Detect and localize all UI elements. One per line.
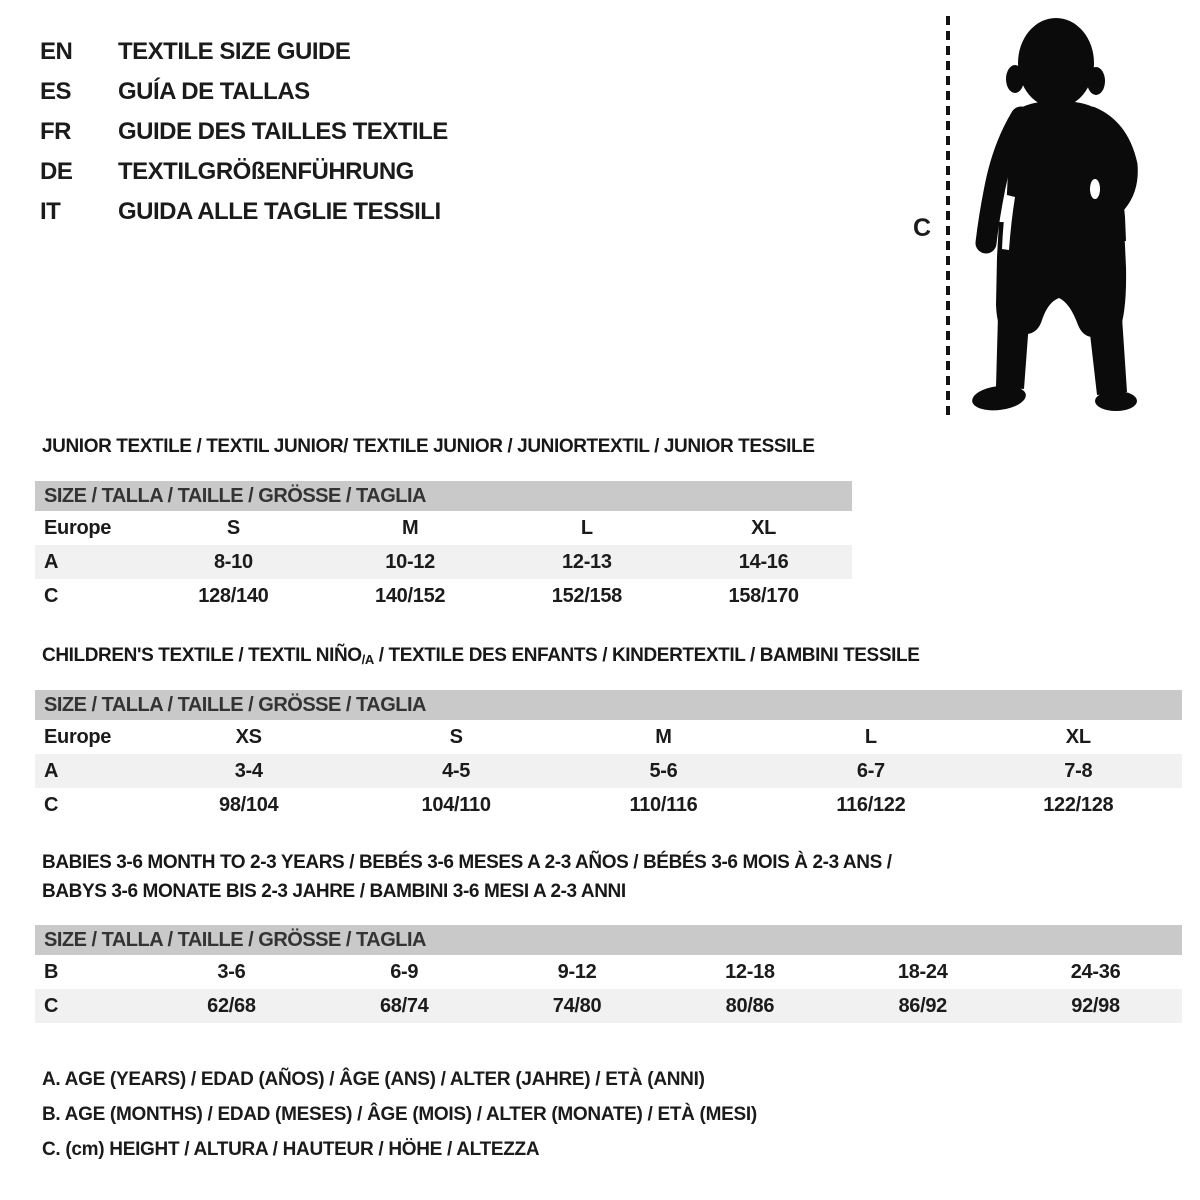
section-title-text: CHILDREN'S TEXTILE / TEXTIL NIÑO <box>42 645 362 666</box>
table-size-header: SIZE / TALLA / TAILLE / GRÖSSE / TAGLIA <box>35 925 1182 955</box>
row-label: C <box>44 994 59 1017</box>
table-cell: 18-24 <box>897 960 948 983</box>
table-cell: XL <box>751 516 777 539</box>
table-cell: 5-6 <box>649 759 678 782</box>
row-label: Europe <box>44 725 112 748</box>
table-cell: 86/92 <box>898 994 948 1017</box>
table-cell: 10-12 <box>385 550 435 573</box>
table-cell: L <box>864 725 877 748</box>
language-title: TEXTILGRÖßENFÜHRUNG <box>118 158 414 185</box>
language-header <box>40 32 448 232</box>
section-title-junior: JUNIOR TEXTILE / TEXTIL JUNIOR/ TEXTILE JUNIOR / JUNIORTEXTIL / JUNIOR TESSILE <box>42 436 815 457</box>
table-cell: 3-6 <box>217 960 246 983</box>
junior-size-table <box>35 481 852 613</box>
table-cell: 62/68 <box>207 994 256 1017</box>
table-row <box>35 579 852 613</box>
table-row <box>35 545 852 579</box>
section-title-subscript: /A <box>361 652 374 667</box>
table-cell: 122/128 <box>1043 793 1114 816</box>
table-cell: M <box>655 725 672 748</box>
row-label: B <box>44 960 59 983</box>
table-cell: 9-12 <box>557 960 597 983</box>
table-cell: M <box>401 516 419 539</box>
language-code: IT <box>40 198 61 225</box>
table-cell: 24-36 <box>1070 960 1121 983</box>
language-code: DE <box>40 158 73 185</box>
section-title-line: BABYS 3-6 MONATE BIS 2-3 JAHRE / BAMBINI 3-6 MESI A 2-3 ANNI <box>42 881 626 902</box>
language-row <box>40 72 448 112</box>
table-cell: 7-8 <box>1064 759 1093 782</box>
legend <box>42 1062 757 1167</box>
language-code: ES <box>40 78 72 105</box>
legend-item-age-years: A. AGE (YEARS) / EDAD (AÑOS) / ÂGE (ANS) / ALTER (JAHRE) / ETÀ (ANNI) <box>42 1069 705 1090</box>
language-title: GUÍA DE TALLAS <box>118 78 310 105</box>
row-label: Europe <box>44 516 112 539</box>
table-cell: 68/74 <box>379 994 429 1017</box>
row-label: C <box>44 793 59 816</box>
section-title-line: BABIES 3-6 MONTH TO 2-3 YEARS / BEBÉS 3-6 MESES A 2-3 AÑOS / BÉBÉS 3-6 MOIS À 2-3 ANS / <box>42 852 892 873</box>
table-cell: L <box>580 516 593 539</box>
height-measure-dashed-line <box>946 16 950 416</box>
table-cell: S <box>449 725 463 748</box>
table-cell: 12-18 <box>725 960 775 983</box>
language-code: EN <box>40 38 73 65</box>
language-title: GUIDA ALLE TAGLIE TESSILI <box>118 198 441 225</box>
language-row <box>40 192 448 232</box>
legend-item-age-months: B. AGE (MONTHS) / EDAD (MESES) / ÂGE (MOIS) / ALTER (MONATE) / ETÀ (MESI) <box>42 1104 757 1125</box>
table-cell: 74/80 <box>552 994 602 1017</box>
table-cell: 80/86 <box>725 994 775 1017</box>
table-row <box>35 720 1182 754</box>
table-cell: 140/152 <box>375 584 446 607</box>
language-title: GUIDE DES TAILLES TEXTILE <box>118 118 448 145</box>
section-title-text: / TEXTILE DES ENFANTS / KINDERTEXTIL / BAMBINI TESSILE <box>373 645 920 666</box>
table-row <box>35 955 1182 989</box>
table-cell: 6-7 <box>856 759 885 782</box>
table-row <box>35 754 1182 788</box>
section-title-children <box>42 645 919 667</box>
table-cell: 116/122 <box>836 793 906 816</box>
table-cell: 128/140 <box>198 584 269 607</box>
language-code: FR <box>40 118 71 145</box>
table-cell: S <box>226 516 240 539</box>
height-measure-label: C <box>913 214 932 242</box>
language-row <box>40 152 448 192</box>
row-label: A <box>44 550 59 573</box>
table-cell: 14-16 <box>738 550 789 573</box>
toddler-silhouette-icon <box>969 17 1141 415</box>
language-title: TEXTILE SIZE GUIDE <box>118 38 351 65</box>
table-cell: 110/116 <box>629 793 698 816</box>
row-label: A <box>44 759 59 782</box>
legend-item-height-cm: C. (cm) HEIGHT / ALTURA / HAUTEUR / HÖHE / ALTEZZA <box>42 1139 540 1160</box>
table-size-header: SIZE / TALLA / TAILLE / GRÖSSE / TAGLIA <box>35 690 1182 720</box>
table-cell: 4-5 <box>442 759 471 782</box>
table-row <box>35 989 1182 1023</box>
language-row <box>40 112 448 152</box>
table-cell: 8-10 <box>213 550 253 573</box>
table-cell: 152/158 <box>551 584 622 607</box>
table-cell: 158/170 <box>728 584 799 607</box>
babies-size-table <box>35 925 1182 1023</box>
table-cell: 3-4 <box>234 759 263 782</box>
section-title-babies <box>42 848 892 906</box>
table-row <box>35 788 1182 822</box>
table-cell: 104/110 <box>421 793 491 816</box>
row-label: C <box>44 584 59 607</box>
table-cell: 6-9 <box>390 960 419 983</box>
table-size-header: SIZE / TALLA / TAILLE / GRÖSSE / TAGLIA <box>35 481 852 511</box>
table-cell: 12-13 <box>562 550 612 573</box>
table-cell: XL <box>1065 725 1091 748</box>
table-cell: 92/98 <box>1071 994 1120 1017</box>
language-row <box>40 32 448 72</box>
children-size-table <box>35 690 1182 822</box>
table-cell: XS <box>235 725 262 748</box>
table-cell: 98/104 <box>219 793 279 816</box>
table-row <box>35 511 852 545</box>
